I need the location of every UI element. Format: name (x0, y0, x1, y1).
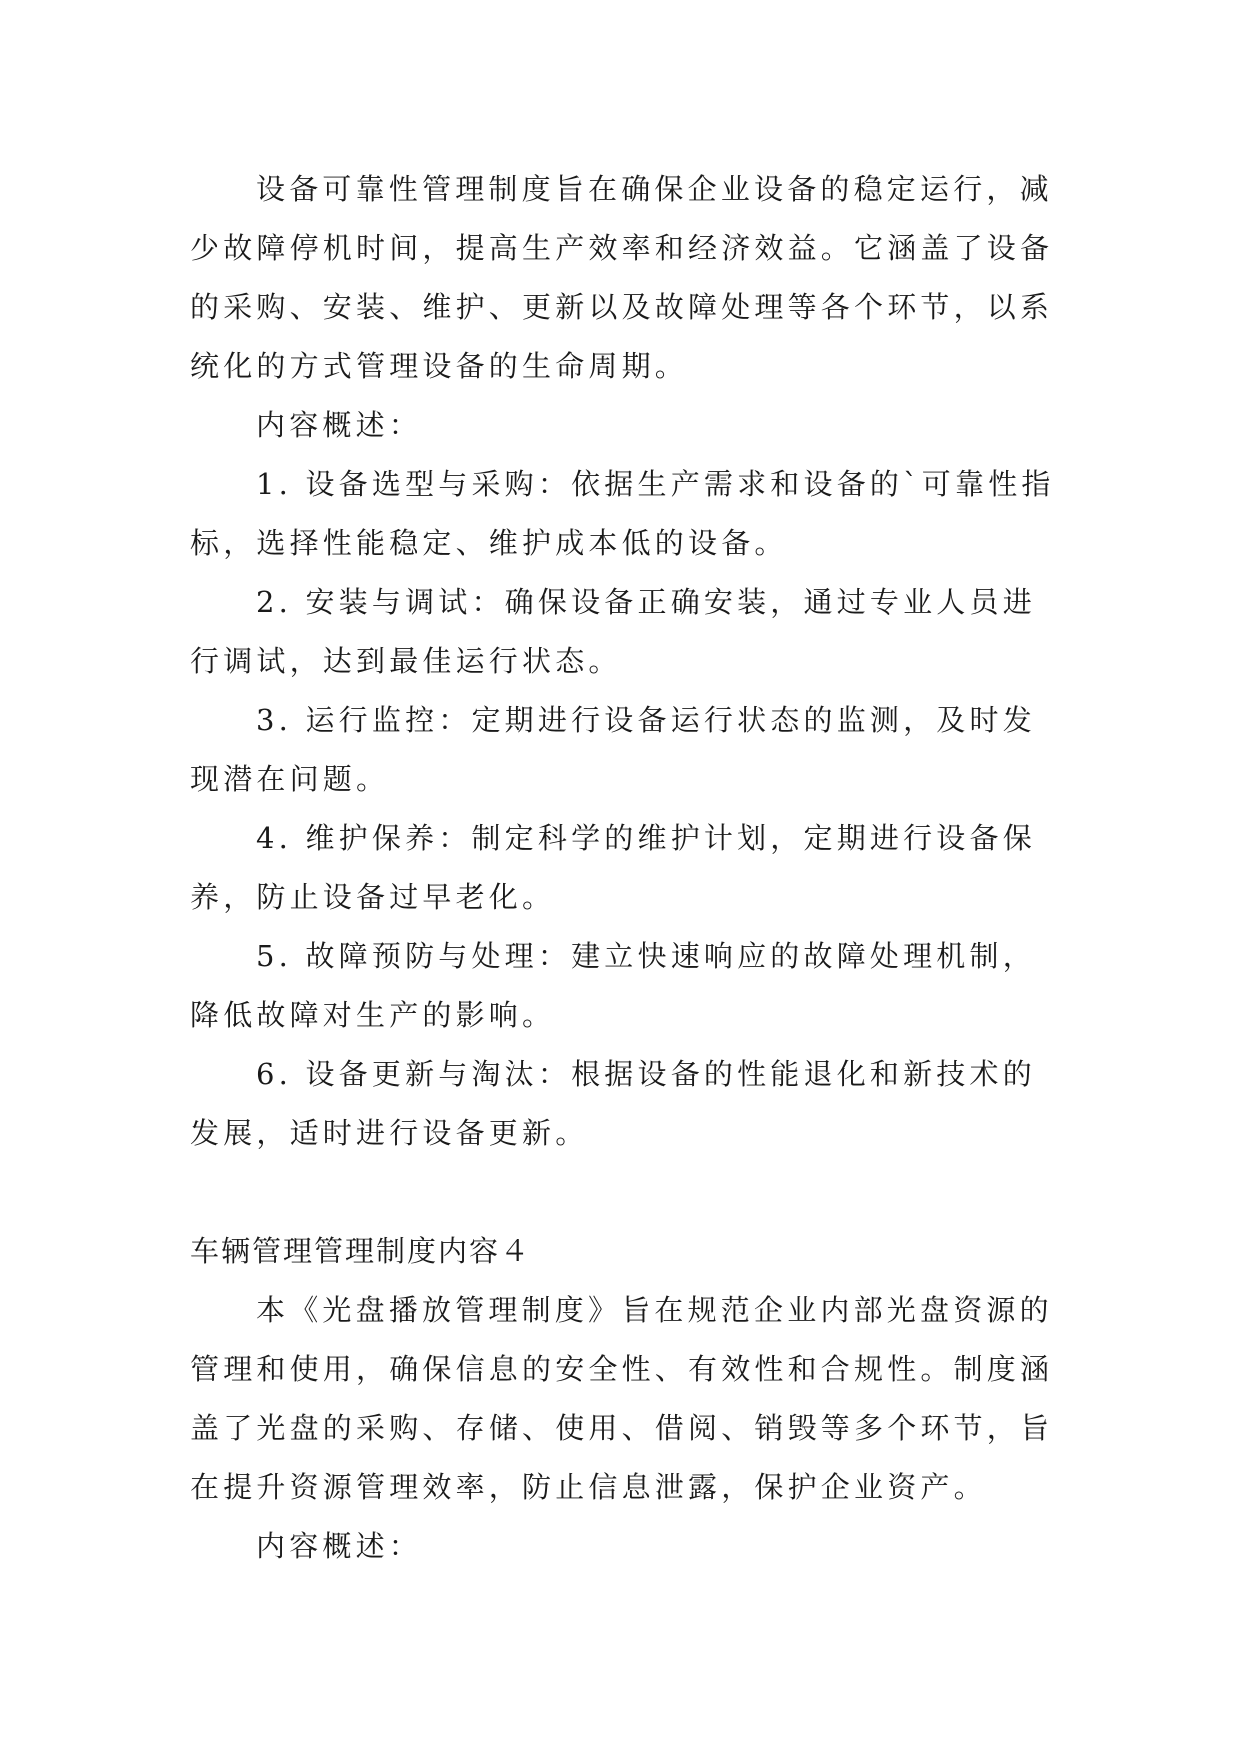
list-item (190, 691, 1050, 809)
list-item-line: 养，防止设备过早老化。 (190, 880, 556, 914)
overview-label: 内容概述： (256, 408, 423, 442)
list-item (190, 455, 1055, 573)
list-item-line: 2. 安装与调试：确保设备正确安装，通过专业人员进 (256, 585, 1036, 619)
intro-paragraph-line: 设备可靠性管理制度旨在确保企业设备的稳定运行，减 (256, 172, 1053, 206)
list-item (190, 573, 1050, 691)
list-item-line: 标，选择性能稳定、维护成本低的设备。 (190, 526, 788, 560)
intro-paragraph-line: 少故障停机时间，提高生产效率和经济效益。它涵盖了设备 (190, 231, 1054, 265)
list-item-line: 降低故障对生产的影响。 (190, 998, 556, 1032)
overview-label: 内容概述： (256, 1529, 423, 1563)
list-item-line: 3. 运行监控：定期进行设备运行状态的监测，及时发 (256, 703, 1036, 737)
section-equipment-reliability (190, 160, 1055, 1163)
intro-paragraph-line: 在提升资源管理效率，防止信息泄露，保护企业资产。 (190, 1470, 987, 1504)
intro-paragraph-line: 管理和使用，确保信息的安全性、有效性和合规性。制度涵 (190, 1352, 1054, 1386)
list-item-line: 1. 设备选型与采购：依据生产需求和设备的`可靠性指 (256, 467, 1055, 501)
section-gap (190, 1163, 1050, 1222)
list-item (190, 927, 1050, 1045)
section-heading: 车辆管理管理制度内容４ (190, 1234, 532, 1268)
list-item (190, 809, 1050, 927)
intro-paragraph-line: 统化的方式管理设备的生命周期。 (190, 349, 689, 383)
list-item-line: 5. 故障预防与处理：建立快速响应的故障处理机制， (256, 939, 1036, 973)
section-disc-management (190, 1222, 1054, 1576)
document-page (190, 160, 1055, 1576)
list-item-line: 6. 设备更新与淘汰：根据设备的性能退化和新技术的 (256, 1057, 1036, 1091)
list-item-line: 4. 维护保养：制定科学的维护计划，定期进行设备保 (256, 821, 1036, 855)
intro-paragraph-line: 盖了光盘的采购、存储、使用、借阅、销毁等多个环节，旨 (190, 1411, 1054, 1445)
intro-paragraph-line: 本《光盘播放管理制度》旨在规范企业内部光盘资源的 (256, 1293, 1053, 1327)
list-item-line: 现潜在问题。 (190, 762, 390, 796)
intro-paragraph-line: 的采购、安装、维护、更新以及故障处理等各个环节，以系 (190, 290, 1054, 324)
list-item-line: 行调试，达到最佳运行状态。 (190, 644, 622, 678)
list-item-line: 发展，适时进行设备更新。 (190, 1116, 589, 1150)
list-item (190, 1045, 1050, 1163)
